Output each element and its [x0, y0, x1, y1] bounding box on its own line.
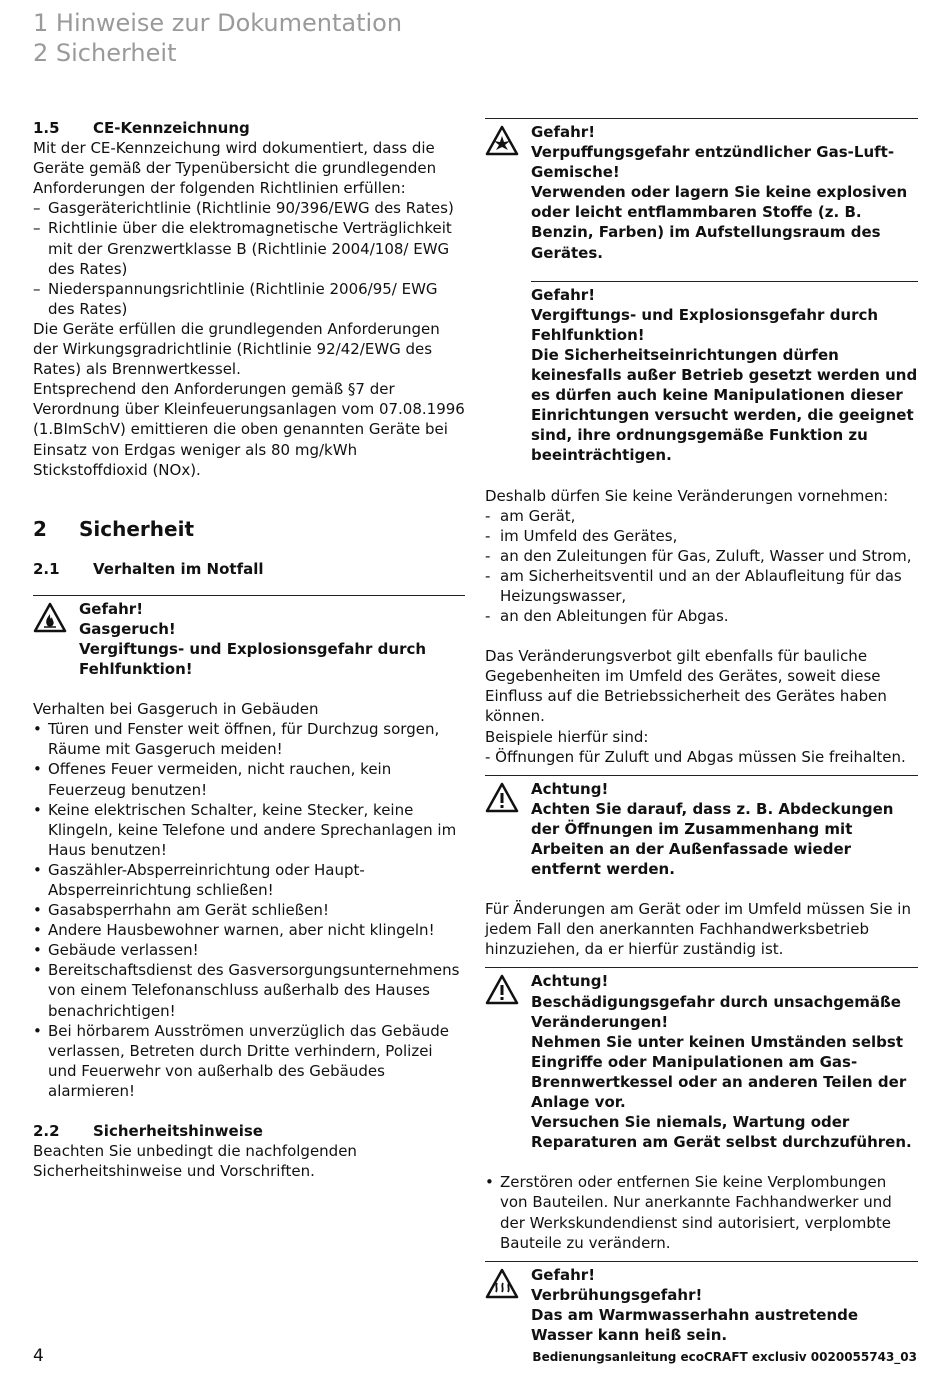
list-item: • Zerstören oder entfernen Sie keine Verplombungen von Bauteilen. Nur anerkannte Fachhandwerker und der Werkskundendienst sind autorisiert, verplombte Bauteile zu verändern.	[485, 1173, 892, 1252]
left-column	[33, 118, 465, 1181]
safety-notes-text: Beachten Sie unbedingt die nachfolgenden Sicherheitshinweise und Vorschriften.	[33, 1142, 357, 1181]
running-header	[33, 8, 402, 68]
flammable-warning-icon	[33, 602, 67, 633]
exclamation-warning-icon	[485, 974, 519, 1005]
warning-box-scalding: Gefahr! Verbrühungsgefahr! Das am Warmwasserhahn austretende Wasser kann heiß sein.	[485, 1261, 918, 1345]
changes-paragraph: Für Änderungen am Gerät oder im Umfeld müssen Sie in jedem Fall den anerkannten Fachhandwerksbetrieb hinzuziehen, da er hierfür zuständig ist.	[485, 900, 911, 959]
list-item: – Gasgeräterichtlinie (Richtlinie 90/396/EWG des Rates)	[33, 199, 454, 218]
document-reference: Bedienungsanleitung ecoCRAFT exclusiv 0020055743_03	[532, 1350, 917, 1364]
list-item: • Gaszähler-Absperreinrichtung oder Haupt-Absperreinrichtung schließen!	[33, 860, 365, 899]
list-item: - an den Zuleitungen für Gas, Zuluft, Wasser und Strom,	[485, 546, 912, 565]
list-item: • Gasabsperrhahn am Gerät schließen!	[33, 901, 329, 920]
ce-intro: Mit der CE-Kennzeichung wird dokumentiert, dass die Geräte gemäß der Typenübersicht die grundlegenden Anforderungen der folgenden Richtlinien erfüllen:	[33, 139, 437, 198]
header-line-2: 2 Sicherheit	[33, 39, 177, 67]
list-item: • Offenes Feuer vermeiden, nicht rauchen, kein Feuerzeug benutzen!	[33, 760, 392, 799]
list-item: - an den Ableitungen für Abgas.	[485, 607, 729, 626]
warning-box-gas: Gefahr! Gasgeruch! Vergiftungs- und Explosionsgefahr durch Fehlfunktion!	[33, 595, 465, 679]
section-2-1-heading: 2.1 Verhalten im Notfall	[33, 559, 264, 578]
warning-sub-malfunction: Gefahr! Vergiftungs- und Explosionsgefahr durch Fehlfunktion! Die Sicherheitseinrichtungen dürfen keinesfalls außer Betrieb gesetzt werden und es dürfen auch keine Manipulationen dieser Einrichtungen versucht werden, die geeignet sind, ihre ordnungsgemäße Funktion zu beeinträchtigen.	[531, 281, 918, 466]
section-2-heading: 2 Sicherheit	[33, 516, 194, 541]
warning-box-deflagration: Gefahr! Verpuffungsgefahr entzündlicher Gas-Luft-Gemische! Verwenden oder lagern Sie keine explosiven oder leicht entflammbaren Stoffe (z. B. Benzin, Farben) im Aufstellungsraum des Gerätes. Gefahr! Vergiftungs- und Explosionsgefahr durch Fehlfunktion! Die Sicherheitseinrichtungen dürfen keinesfalls außer Betrieb gesetzt werden und es dürfen auch keine Manipulationen dieser Einrichtungen versucht werden, die geeignet sind, ihre ordnungsgemäße Funktion zu beeinträchtigen.	[485, 118, 918, 466]
caution-box-openings: Achtung! Achten Sie darauf, dass z. B. Abdeckungen der Öffnungen im Zusammenhang mit Arbeiten an der Außenfassade wieder entfernt werden.	[485, 775, 918, 879]
ce-paragraph-3: Entsprechend den Anforderungen gemäß §7 der Verordnung über Kleinfeuerungsanlagen vom 07.08.1996 (1.BImSchV) emittieren die oben genannten Geräte bei Einsatz von Erdgas weniger als 80 mg/kWh Stickstoffdioxid (NOx).	[33, 380, 465, 479]
explosion-warning-icon	[485, 125, 519, 156]
list-item: - am Sicherheitsventil und an der Ablaufleitung für das Heizungswasser,	[485, 566, 902, 605]
list-item: • Andere Hausbewohner warnen, aber nicht klingeln!	[33, 921, 435, 940]
list-item: – Richtlinie über die elektromagnetische Verträglichkeit mit der Grenzwertklasse B (Richtlinie 2004/108/ EWG des Rates)	[33, 219, 452, 278]
hot-water-warning-icon	[485, 1268, 519, 1299]
section-1-5-heading: 1.5 CE-Kennzeichnung	[33, 119, 250, 137]
examples-item: - Öffnungen für Zuluft und Abgas müssen Sie freihalten.	[485, 747, 906, 766]
list-item: • Keine elektrischen Schalter, keine Stecker, keine Klingeln, keine Telefone und andere Sprechanlagen im Haus benutzen!	[33, 800, 457, 859]
exclamation-warning-icon	[485, 782, 519, 813]
examples-label: Beispiele hierfür sind:	[485, 727, 649, 746]
list-item: • Gebäude verlassen!	[33, 941, 199, 960]
gas-smell-intro: Verhalten bei Gasgeruch in Gebäuden	[33, 700, 319, 719]
ce-paragraph-2: Die Geräte erfüllen die grundlegenden Anforderungen der Wirkungsgradrichtlinie (Richtlinie 92/42/EWG des Rates) als Brennwertkessel.	[33, 319, 440, 379]
section-2-2-heading: 2.2 Sicherheitshinweise	[33, 1122, 263, 1141]
caution-box-damage: Achtung! Beschädigungsgefahr durch unsachgemäße Veränderungen! Nehmen Sie unter keinen Umständen selbst Eingriffe oder Manipulationen am Gas-Brennwertkessel oder an anderen Teilen der Anlage vor. Versuchen Sie niemals, Wartung oder Reparaturen am Gerät selbst durchzuführen.	[485, 967, 918, 1152]
modification-ban-paragraph: Das Veränderungsverbot gilt ebenfalls für bauliche Gegebenheiten im Umfeld des Gerätes, soweit diese Einfluss auf die Betriebssicherheit des Gerätes haben können.	[485, 647, 887, 726]
list-item: • Türen und Fenster weit öffnen, für Durchzug sorgen, Räume mit Gasgeruch meiden!	[33, 720, 440, 759]
right-column	[485, 118, 918, 1345]
page-number: 4	[33, 1346, 44, 1366]
modification-intro: Deshalb dürfen Sie keine Veränderungen vornehmen:	[485, 486, 889, 505]
list-item: - am Gerät,	[485, 506, 576, 525]
list-item: - im Umfeld des Gerätes,	[485, 526, 678, 545]
list-item: • Bei hörbarem Ausströmen unverzüglich das Gebäude verlassen, Betreten durch Dritte verhindern, Polizei und Feuerwehr von außerhalb des Gebäudes alarmieren!	[33, 1021, 450, 1100]
header-line-1: 1 Hinweise zur Dokumentation	[33, 9, 403, 37]
list-item: • Bereitschaftsdienst des Gasversorgungsunternehmens von einem Telefonanschluss außerhalb des Hauses benachrichtigen!	[33, 961, 460, 1020]
list-item: – Niederspannungsrichtlinie (Richtlinie 2006/95/ EWG des Rates)	[33, 279, 438, 318]
